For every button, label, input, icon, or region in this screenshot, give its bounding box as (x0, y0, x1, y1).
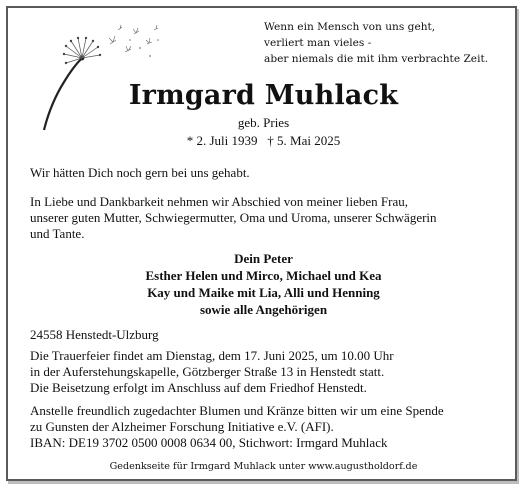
farewell-text (30, 194, 510, 242)
quote-line: Wenn ein Mensch von uns geht, (264, 21, 436, 33)
donation-info (30, 403, 510, 451)
location-line: 24558 Henstedt-Ulzburg (30, 327, 159, 342)
intro-line: Wir hätten Dich noch gern bei uns gehabt. (30, 165, 250, 180)
deceased-name: Irmgard Muhlack (128, 80, 399, 111)
service-line: in der Auferstehungskapelle, Götzberger Straße 13 in Henstedt statt. (30, 364, 385, 379)
family-line: Kay und Maike mit Lia, Alli und Henning (147, 285, 380, 300)
location-text (30, 327, 510, 343)
intro-text (30, 165, 510, 181)
service-line: Die Trauerfeier findet am Dienstag, dem 17. Juni 2025, um 10.00 Uhr (30, 348, 394, 363)
family-line: sowie alle Angehörigen (199, 302, 328, 317)
service-line: Die Beisetzung erfolgt im Anschluss auf dem Friedhof Henstedt. (30, 380, 367, 395)
donation-line: zu Gunsten der Alzheimer Forschung Initiative e.V. (AFI). (30, 419, 334, 434)
quote-line: aber niemals die mit ihm verbrachte Zeit. (264, 53, 489, 65)
quote-line: verliert man vieles - (264, 37, 372, 49)
memorial-page-link[interactable]: Gedenkseite für Irmgard Muhlack unter www.augustholdorf.de (109, 461, 418, 472)
birth-name: geb. Pries (237, 115, 290, 130)
life-dates: * 2. Juli 1939 † 5. Mai 2025 (186, 133, 341, 148)
farewell-line: unserer guten Mutter, Schwiegermutter, Oma und Uroma, unserer Schwägerin (30, 210, 437, 225)
farewell-line: In Liebe und Dankbarkeit nehmen wir Abschied von meiner lieben Frau, (30, 194, 408, 209)
farewell-line: und Tante. (30, 226, 85, 241)
donation-line: Anstelle freundlich zugedachter Blumen und Kränze bitten wir um eine Spende (30, 403, 444, 418)
service-info (30, 348, 510, 396)
family-signatures (0, 250, 527, 318)
donation-line: IBAN: DE19 3702 0500 0008 0634 00, Stichwort: Irmgard Muhlack (30, 435, 388, 450)
family-line: Dein Peter (234, 251, 293, 266)
family-line: Esther Helen und Mirco, Michael und Kea (145, 268, 382, 283)
memorial-quote (264, 19, 514, 67)
